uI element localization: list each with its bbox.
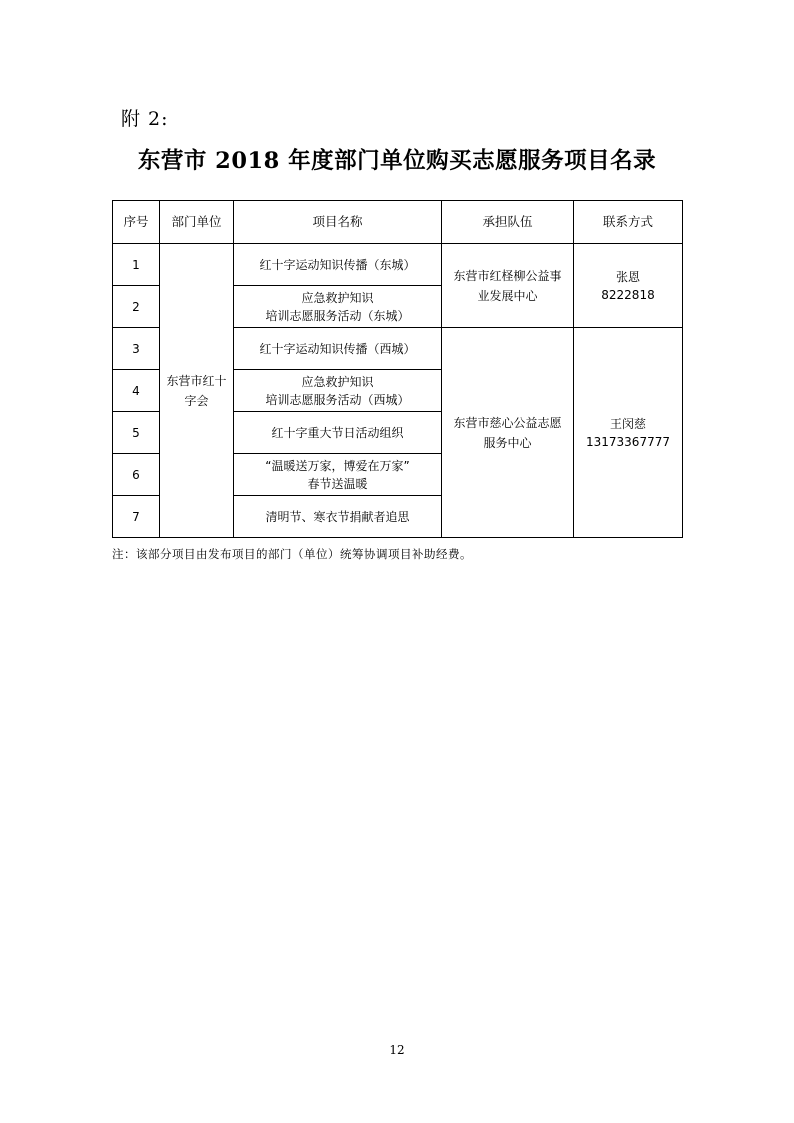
table-row: [113, 244, 683, 286]
header-team: 承担队伍: [442, 201, 574, 244]
row-number: 7: [113, 496, 160, 538]
footnote: 注：该部分项目由发布项目的部门（单位）统筹协调项目补助经费。: [112, 547, 472, 561]
page-number: 12: [389, 1043, 405, 1057]
project-line: 清明节、寒衣节捐献者追思: [265, 509, 410, 524]
header-department: 部门单位: [160, 201, 234, 244]
project-line: 应急救护知识: [301, 290, 374, 305]
project-cell: [234, 286, 442, 328]
row-number: 1: [113, 244, 160, 286]
project-cell: [234, 454, 442, 496]
project-line: 红十字运动知识传播（东城）: [259, 257, 416, 272]
team-name: 东营市慈心公益志愿服务中心: [453, 415, 562, 450]
contact-cell: [574, 328, 683, 538]
row-number: 5: [113, 412, 160, 454]
header-contact: 联系方式: [574, 201, 683, 244]
contact-cell: [574, 244, 683, 328]
header-project-name: 项目名称: [234, 201, 442, 244]
row-number: 3: [113, 328, 160, 370]
project-cell: [234, 328, 442, 370]
project-cell: [234, 370, 442, 412]
team-name: 东营市红柽柳公益事业发展中心: [453, 268, 562, 303]
project-table: [112, 200, 683, 538]
row-number: 6: [113, 454, 160, 496]
project-cell: [234, 412, 442, 454]
header-seq: 序号: [113, 201, 160, 244]
project-line: 红十字运动知识传播（西城）: [259, 341, 416, 356]
contact-person: 王闵慈: [609, 416, 646, 431]
row-number: 4: [113, 370, 160, 412]
row-number: 2: [113, 286, 160, 328]
contact-phone: 13173367777: [586, 434, 670, 449]
project-line: 春节送温暖: [307, 476, 368, 491]
project-line: 培训志愿服务活动（西城）: [265, 392, 410, 407]
team-cell: [442, 328, 574, 538]
project-cell: [234, 244, 442, 286]
document-title: 东营市 2018 年度部门单位购买志愿服务项目名录: [137, 148, 657, 174]
department-name: 东营市红十字会: [166, 373, 227, 408]
project-line: 应急救护知识: [301, 374, 374, 389]
team-cell: [442, 244, 574, 328]
department-cell: [160, 244, 234, 538]
project-line: 红十字重大节日活动组织: [271, 425, 404, 440]
project-line: 培训志愿服务活动（东城）: [265, 308, 410, 323]
contact-phone: 8222818: [601, 287, 655, 302]
attachment-label: 附 2:: [121, 108, 169, 130]
project-line: “温暖送万家，博爱在万家”: [265, 458, 410, 473]
contact-person: 张恩: [615, 269, 640, 284]
project-cell: [234, 496, 442, 538]
table-header-row: [113, 201, 683, 244]
